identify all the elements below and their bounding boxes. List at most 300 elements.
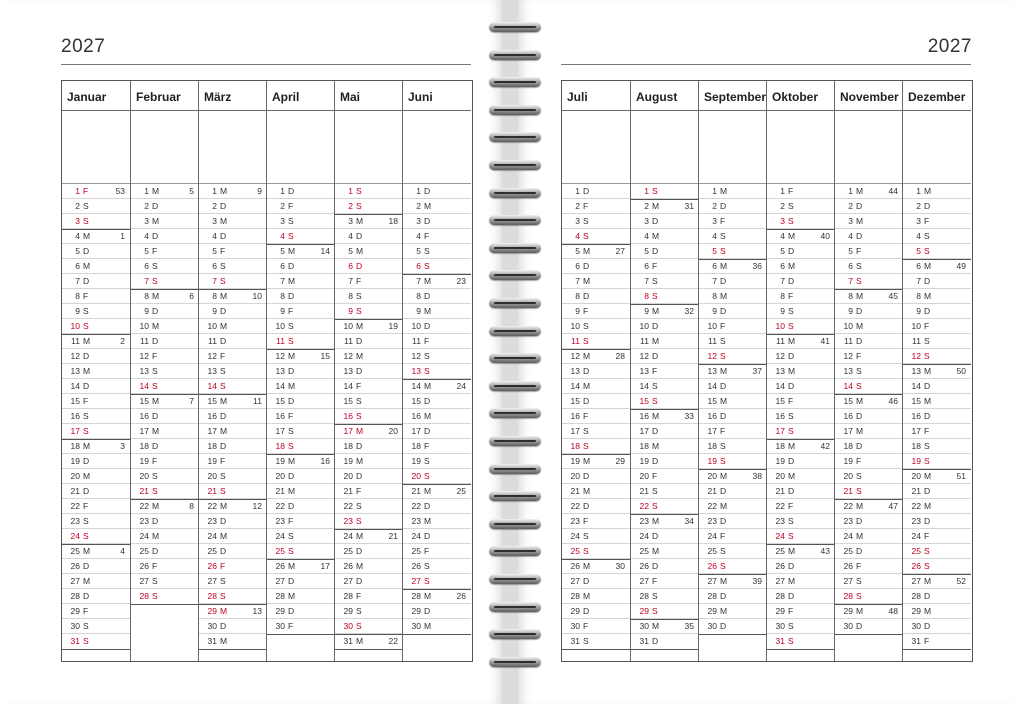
day-number: 24 <box>707 531 717 541</box>
day-number: 18 <box>139 441 149 451</box>
day-number: 12 <box>207 351 217 361</box>
day-row <box>562 393 630 409</box>
day-row <box>835 228 903 244</box>
day-number: 11 <box>208 336 217 346</box>
day-number: 24 <box>570 531 580 541</box>
day-row <box>562 288 630 304</box>
day-row <box>199 513 267 529</box>
day-row <box>199 558 267 574</box>
day-number: 2 <box>575 201 580 211</box>
day-number: 29 <box>639 606 649 616</box>
day-number: 19 <box>707 456 717 466</box>
day-row <box>631 408 699 424</box>
day-row <box>199 228 267 244</box>
day-row <box>267 408 335 424</box>
day-number: 25 <box>911 546 921 556</box>
weekday-letter: D <box>924 276 931 286</box>
day-number: 21 <box>343 486 353 496</box>
day-number: 27 <box>775 576 785 586</box>
weekday-letter: F <box>83 396 89 406</box>
day-number: 25 <box>843 546 853 556</box>
header-divider <box>562 110 630 111</box>
day-number: 22 <box>411 501 421 511</box>
weekday-letter: S <box>583 216 589 226</box>
weekday-letter: F <box>288 201 294 211</box>
day-number: 22 <box>70 501 80 511</box>
day-row <box>403 588 471 604</box>
week-number: 37 <box>752 366 762 376</box>
day-number: 2 <box>212 201 217 211</box>
weekday-letter: S <box>424 246 430 256</box>
day-number: 15 <box>70 396 80 406</box>
day-row <box>631 438 699 454</box>
day-row <box>131 198 199 214</box>
day-row <box>267 573 335 589</box>
day-row <box>199 393 267 409</box>
day-number: 8 <box>416 291 421 301</box>
weekday-letter: F <box>220 456 226 466</box>
day-row <box>199 633 267 650</box>
day-number: 14 <box>343 381 353 391</box>
day-row <box>631 318 699 334</box>
day-row <box>335 363 403 379</box>
day-number: 21 <box>707 486 717 496</box>
weekday-letter: D <box>583 396 590 406</box>
year-rule-left <box>61 64 471 65</box>
day-number: 28 <box>139 591 149 601</box>
day-row <box>562 618 630 634</box>
weekday-letter: D <box>924 621 931 631</box>
day-number: 8 <box>75 291 80 301</box>
weekday-letter: M <box>288 276 296 286</box>
day-number: 24 <box>275 531 285 541</box>
day-row <box>767 603 835 619</box>
day-number: 7 <box>916 276 921 286</box>
weekday-letter: S <box>356 606 362 616</box>
week-number: 24 <box>456 381 466 391</box>
day-row <box>62 183 130 199</box>
weekday-letter: M <box>924 396 932 406</box>
day-row <box>903 378 971 394</box>
day-number: 8 <box>712 291 717 301</box>
day-number: 20 <box>343 471 353 481</box>
day-row <box>699 393 767 409</box>
day-number: 23 <box>343 516 353 526</box>
weekday-letter: D <box>424 426 431 436</box>
weekday-letter: D <box>83 591 90 601</box>
weekday-letter: D <box>788 381 795 391</box>
day-row <box>767 438 835 454</box>
weekday-letter: D <box>924 201 931 211</box>
day-number: 21 <box>843 486 853 496</box>
weekday-letter: M <box>788 231 796 241</box>
weekday-letter: F <box>583 516 589 526</box>
day-row <box>199 543 267 559</box>
day-number: 22 <box>207 501 217 511</box>
day-row <box>835 213 903 229</box>
weekday-letter: F <box>924 216 930 226</box>
month-name: Juni <box>408 90 433 104</box>
weekday-letter: M <box>788 471 796 481</box>
day-number: 4 <box>848 231 853 241</box>
weekday-letter: D <box>356 231 363 241</box>
weekday-letter: M <box>152 531 160 541</box>
weekday-letter: S <box>652 186 658 196</box>
day-row <box>62 558 130 574</box>
binding-ring <box>489 353 541 363</box>
day-row <box>699 588 767 604</box>
weekday-letter: M <box>288 456 296 466</box>
day-row <box>903 423 971 439</box>
day-number: 24 <box>139 531 149 541</box>
day-number: 20 <box>570 471 580 481</box>
day-number: 17 <box>570 426 580 436</box>
binding-ring <box>489 491 541 501</box>
weekday-letter: S <box>220 486 226 496</box>
weekday-letter: F <box>720 426 726 436</box>
day-number: 4 <box>348 231 353 241</box>
day-number: 6 <box>416 261 421 271</box>
day-row <box>62 453 130 469</box>
weekday-letter: D <box>152 411 159 421</box>
weekday-letter: D <box>424 186 431 196</box>
weekday-letter: S <box>220 591 226 601</box>
day-number: 26 <box>70 561 80 571</box>
weekday-letter: S <box>720 336 726 346</box>
day-row <box>562 378 630 394</box>
day-number: 3 <box>712 216 717 226</box>
day-row <box>403 183 471 199</box>
weekday-letter: M <box>856 501 864 511</box>
weekday-letter: S <box>220 276 226 286</box>
weekday-letter: D <box>788 246 795 256</box>
day-row <box>131 423 199 439</box>
day-number: 26 <box>275 561 285 571</box>
binding-ring <box>489 408 541 418</box>
weekday-letter: S <box>152 381 158 391</box>
day-number: 13 <box>911 366 921 376</box>
day-number: 22 <box>911 501 921 511</box>
day-row <box>335 333 403 349</box>
weekday-letter: S <box>288 441 294 451</box>
day-number: 10 <box>343 321 353 331</box>
day-row <box>403 378 471 394</box>
day-number: 25 <box>707 546 717 556</box>
day-number: 27 <box>707 576 717 586</box>
day-number: 16 <box>639 411 649 421</box>
weekday-letter: M <box>924 606 932 616</box>
weekday-letter: D <box>856 516 863 526</box>
day-row <box>131 303 199 319</box>
weekday-letter: F <box>583 621 589 631</box>
weekday-letter: D <box>220 441 227 451</box>
day-number: 6 <box>848 261 853 271</box>
binding-ring <box>489 270 541 280</box>
day-number: 4 <box>575 231 580 241</box>
day-number: 4 <box>780 231 785 241</box>
weekday-letter: D <box>583 291 590 301</box>
day-row <box>199 303 267 319</box>
day-number: 9 <box>75 306 80 316</box>
day-number: 28 <box>275 591 285 601</box>
day-number: 6 <box>144 261 149 271</box>
day-row <box>267 618 335 635</box>
weekday-letter: S <box>424 261 430 271</box>
weekday-letter: M <box>356 456 364 466</box>
day-number: 6 <box>644 261 649 271</box>
weekday-letter: M <box>652 441 660 451</box>
day-number: 1 <box>644 186 649 196</box>
week-number: 20 <box>388 426 398 436</box>
month-column-august <box>630 81 699 661</box>
week-number: 29 <box>615 456 625 466</box>
weekday-letter: F <box>924 531 930 541</box>
day-row <box>699 213 767 229</box>
day-row <box>403 228 471 244</box>
day-number: 30 <box>411 621 421 631</box>
day-row <box>835 408 903 424</box>
day-row <box>903 438 971 454</box>
weekday-letter: M <box>152 321 160 331</box>
day-number: 17 <box>707 426 717 436</box>
day-row <box>131 183 199 199</box>
weekday-letter: S <box>924 351 930 361</box>
weekday-letter: M <box>220 186 228 196</box>
day-number: 24 <box>639 531 649 541</box>
day-row <box>62 273 130 289</box>
weekday-letter: M <box>83 231 91 241</box>
year-left: 2027 <box>61 36 106 57</box>
weekday-letter: M <box>720 576 728 586</box>
day-row <box>199 258 267 274</box>
day-row <box>403 318 471 334</box>
weekday-letter: F <box>424 231 430 241</box>
weekday-letter: F <box>220 351 226 361</box>
day-row <box>767 243 835 259</box>
weekday-letter: F <box>424 546 430 556</box>
weekday-letter: D <box>288 606 295 616</box>
day-number: 18 <box>275 441 285 451</box>
day-row <box>631 303 699 319</box>
day-number: 15 <box>843 396 853 406</box>
weekday-letter: M <box>583 591 591 601</box>
weekday-letter: S <box>856 576 862 586</box>
weekday-letter: S <box>788 621 794 631</box>
day-row <box>903 333 971 349</box>
weekday-letter: S <box>83 531 89 541</box>
day-number: 3 <box>916 216 921 226</box>
weekday-letter: D <box>583 366 590 376</box>
day-row <box>699 363 767 379</box>
day-row <box>562 573 630 589</box>
weekday-letter: M <box>424 516 432 526</box>
day-number: 26 <box>139 561 149 571</box>
day-row <box>631 228 699 244</box>
week-number: 46 <box>888 396 898 406</box>
day-number: 25 <box>207 546 217 556</box>
day-number: 19 <box>411 456 421 466</box>
day-row <box>131 588 199 605</box>
weekday-letter: D <box>356 336 363 346</box>
day-number: 8 <box>280 291 285 301</box>
day-row <box>131 363 199 379</box>
day-row <box>62 468 130 484</box>
weekday-letter: M <box>356 321 364 331</box>
day-row <box>631 558 699 574</box>
day-row <box>335 288 403 304</box>
month-name: April <box>272 90 300 104</box>
weekday-letter: F <box>424 441 430 451</box>
weekday-letter: M <box>583 486 591 496</box>
weekday-letter: M <box>856 531 864 541</box>
day-number: 16 <box>911 411 921 421</box>
binding-ring <box>489 629 541 639</box>
day-row <box>335 528 403 544</box>
weekday-letter: F <box>788 291 794 301</box>
weekday-letter: M <box>856 291 864 301</box>
weekday-letter: M <box>924 471 932 481</box>
day-number: 12 <box>139 351 149 361</box>
week-number: 2 <box>120 336 125 346</box>
day-number: 1 <box>280 186 285 196</box>
day-row <box>903 213 971 229</box>
day-number: 8 <box>644 291 649 301</box>
day-row <box>335 258 403 274</box>
day-number: 11 <box>640 336 649 346</box>
day-row <box>767 183 835 199</box>
weekday-letter: D <box>583 261 590 271</box>
day-number: 26 <box>207 561 217 571</box>
weekday-letter: M <box>152 291 160 301</box>
week-number: 49 <box>956 261 966 271</box>
weekday-letter: D <box>720 621 727 631</box>
weekday-letter: S <box>424 351 430 361</box>
weekday-letter: D <box>652 216 659 226</box>
day-row <box>267 468 335 484</box>
binding-ring <box>489 22 541 32</box>
day-number: 28 <box>639 591 649 601</box>
weekday-letter: M <box>83 366 91 376</box>
day-number: 20 <box>775 471 785 481</box>
day-row <box>267 453 335 469</box>
day-row <box>562 408 630 424</box>
day-number: 23 <box>275 516 285 526</box>
day-number: 22 <box>570 501 580 511</box>
binding-ring <box>489 77 541 87</box>
weekday-letter: S <box>356 186 362 196</box>
day-row <box>767 288 835 304</box>
day-number: 11 <box>571 336 580 346</box>
week-number: 6 <box>189 291 194 301</box>
day-row <box>699 183 767 199</box>
weekday-letter: M <box>856 321 864 331</box>
day-row <box>267 588 335 604</box>
day-number: 6 <box>280 261 285 271</box>
week-number: 9 <box>257 186 262 196</box>
day-row <box>335 498 403 514</box>
week-number: 21 <box>388 531 398 541</box>
weekday-letter: D <box>288 261 295 271</box>
day-row <box>335 183 403 199</box>
day-number: 9 <box>848 306 853 316</box>
day-number: 13 <box>411 366 421 376</box>
weekday-letter: F <box>720 531 726 541</box>
day-number: 14 <box>843 381 853 391</box>
weekday-letter: F <box>583 411 589 421</box>
day-number: 5 <box>348 246 353 256</box>
week-number: 32 <box>684 306 694 316</box>
weekday-letter: M <box>788 336 796 346</box>
day-row <box>631 243 699 259</box>
day-number: 25 <box>411 546 421 556</box>
day-number: 1 <box>416 186 421 196</box>
weekday-letter: M <box>583 351 591 361</box>
day-row <box>267 198 335 214</box>
day-number: 18 <box>70 441 80 451</box>
day-number: 7 <box>644 276 649 286</box>
weekday-letter: F <box>288 621 294 631</box>
day-row <box>62 243 130 259</box>
day-number: 16 <box>275 411 285 421</box>
weekday-letter: M <box>288 351 296 361</box>
day-row <box>199 498 267 514</box>
weekday-letter: D <box>788 561 795 571</box>
day-row <box>199 528 267 544</box>
day-row <box>903 183 971 199</box>
weekday-letter: D <box>152 516 159 526</box>
weekday-letter: S <box>720 351 726 361</box>
weekday-letter: D <box>856 306 863 316</box>
weekday-letter: F <box>583 306 589 316</box>
day-row <box>267 513 335 529</box>
weekday-letter: S <box>288 231 294 241</box>
day-number: 31 <box>207 636 217 646</box>
header-divider <box>403 110 471 111</box>
day-row <box>767 333 835 349</box>
week-number: 33 <box>684 411 694 421</box>
day-number: 13 <box>639 366 649 376</box>
day-row <box>199 363 267 379</box>
day-number: 6 <box>780 261 785 271</box>
day-row <box>903 228 971 244</box>
day-number: 13 <box>275 366 285 376</box>
weekday-letter: F <box>152 456 158 466</box>
day-number: 14 <box>70 381 80 391</box>
month-column-mai <box>334 81 403 661</box>
weekday-letter: M <box>583 276 591 286</box>
weekday-letter: S <box>652 501 658 511</box>
day-number: 19 <box>843 456 853 466</box>
weekday-letter: S <box>788 321 794 331</box>
weekday-letter: S <box>652 276 658 286</box>
day-row <box>267 288 335 304</box>
weekday-letter: M <box>924 576 932 586</box>
day-row <box>403 498 471 514</box>
day-number: 6 <box>212 261 217 271</box>
day-number: 1 <box>848 186 853 196</box>
day-number: 20 <box>639 471 649 481</box>
weekday-letter: D <box>924 411 931 421</box>
weekday-letter: D <box>924 516 931 526</box>
week-number: 5 <box>189 186 194 196</box>
weekday-letter: D <box>83 456 90 466</box>
day-number: 29 <box>707 606 717 616</box>
weekday-letter: D <box>424 531 431 541</box>
day-number: 2 <box>780 201 785 211</box>
day-number: 13 <box>843 366 853 376</box>
day-row <box>131 408 199 424</box>
weekday-letter: S <box>924 456 930 466</box>
